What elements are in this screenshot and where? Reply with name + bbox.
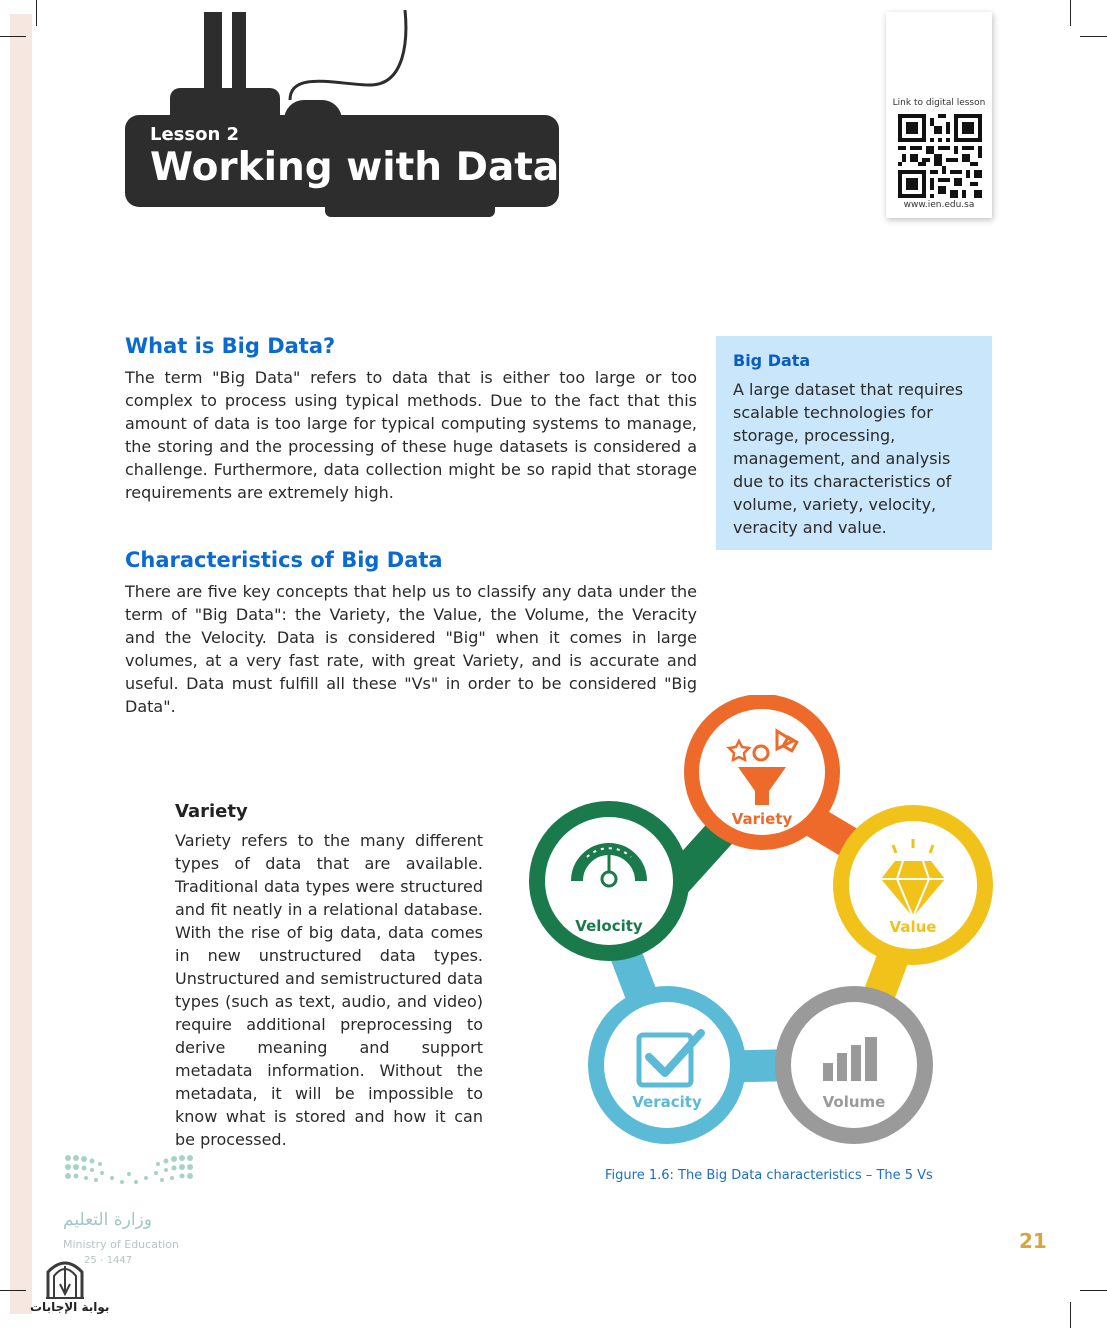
crop-mark bbox=[0, 1290, 26, 1291]
crop-mark bbox=[1080, 36, 1107, 37]
crop-mark bbox=[1070, 1302, 1071, 1328]
value-label: Value bbox=[889, 918, 937, 936]
characteristics-heading: Characteristics of Big Data bbox=[125, 548, 443, 572]
veracity-label: Veracity bbox=[632, 1093, 702, 1111]
header-neck bbox=[170, 88, 280, 118]
page-margin-strip bbox=[10, 14, 32, 1314]
crop-mark bbox=[1080, 1290, 1107, 1291]
volume-node bbox=[775, 986, 933, 1144]
qr-code-icon[interactable] bbox=[898, 114, 982, 198]
velocity-label: Velocity bbox=[575, 917, 643, 935]
velocity-node bbox=[529, 801, 689, 961]
header-post bbox=[232, 12, 246, 94]
crop-mark bbox=[1070, 0, 1071, 26]
lesson-title: Working with Data bbox=[150, 145, 560, 190]
characteristics-paragraph: There are five key concepts that help us to classify any data under the term of "Big Data": the Variety, the Value, the Volume, the Veracity and the Velocity. Data is considered "Big" when it comes in large volumes, at a very fast rate, with great Variety, and is accurate and useful. Data must fulfill all these "Vs" in order to be considered "Big Data". bbox=[125, 582, 697, 716]
crop-mark bbox=[36, 0, 37, 26]
variety-paragraph: Variety refers to the many different types of data that are available. Traditional data types were structured and fit neatly in a relational database. With the rise of big data, data comes in new unstructured data types. Unstructured and semistructured data types (such as text, audio, and video) require additional preprocessing to derive meaning and support metadata information. Without the metadata, it will be impossible to know what is stored and how it can be processed. bbox=[175, 831, 483, 1149]
variety-label: Variety bbox=[731, 810, 793, 828]
figure-caption: Figure 1.6: The Big Data characteristics – The 5 Vs bbox=[605, 1168, 933, 1183]
digital-lesson-card[interactable] bbox=[886, 12, 992, 218]
value-node bbox=[833, 805, 993, 965]
definition-text: A large dataset that requires scalable technologies for storage, processing, management, and analysis due to its characteristics of volume, variety, velocity, veracity and value. bbox=[733, 380, 964, 537]
variety-heading: Variety bbox=[175, 801, 248, 822]
variety-node bbox=[684, 695, 840, 850]
lesson-number: Lesson 2 bbox=[150, 124, 240, 145]
ministry-logo-icon bbox=[60, 1148, 210, 1208]
page-number: 21 bbox=[1019, 1229, 1047, 1253]
header-post bbox=[204, 12, 222, 94]
what-is-big-data-heading: What is Big Data? bbox=[125, 334, 336, 358]
ministry-year: 25 - 1447 bbox=[84, 1255, 133, 1266]
portal-name: بوابة الإجابات bbox=[30, 1300, 110, 1314]
portal-logo-icon bbox=[44, 1254, 86, 1300]
lesson-plate-tab bbox=[325, 195, 495, 217]
crop-mark bbox=[0, 36, 26, 37]
five-vs-diagram bbox=[525, 695, 1000, 1150]
veracity-node bbox=[588, 986, 746, 1144]
volume-label: Volume bbox=[822, 1093, 886, 1111]
ministry-name-ar: وزارة التعليم bbox=[63, 1210, 152, 1230]
what-is-big-data-paragraph: The term "Big Data" refers to data that is either too large or too complex to process using typical methods. Due to the fact that this amount of data is too large for typical computing systems to manage, the storing and the processing of these huge datasets is considered a challenge. Furthermore, data collection might be so rapid that storage requirements are extremely high. bbox=[125, 368, 697, 502]
ministry-name-en: Ministry of Education bbox=[63, 1238, 180, 1251]
definition-box bbox=[716, 336, 992, 550]
qr-url[interactable]: www.ien.edu.sa bbox=[903, 200, 975, 210]
definition-term: Big Data bbox=[733, 351, 811, 370]
qr-caption: Link to digital lesson bbox=[892, 98, 986, 108]
